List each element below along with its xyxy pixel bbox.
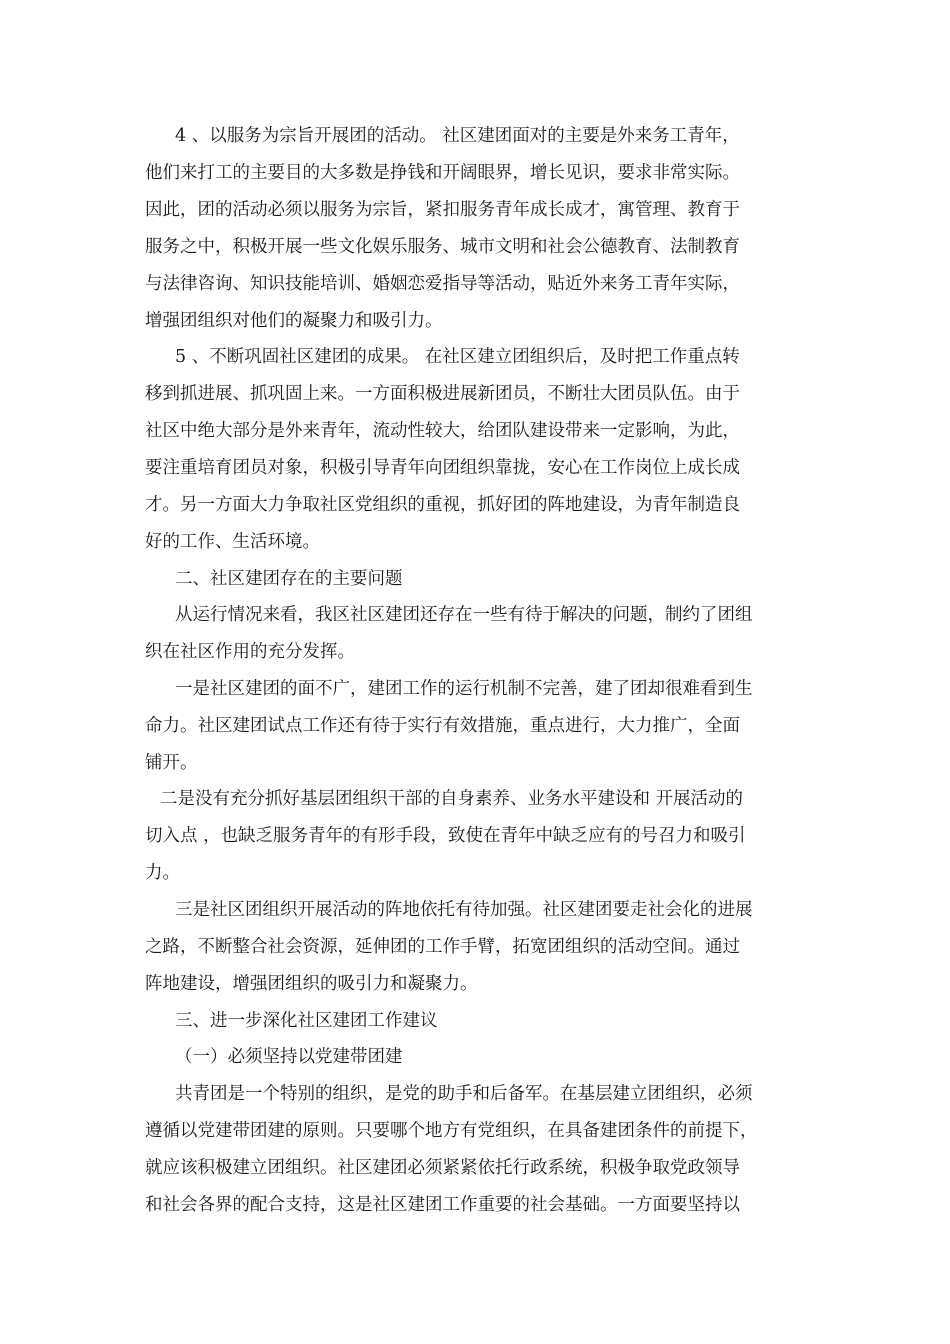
- text-line: 与法律咨询、知识技能培训、婚姻恋爱指导等活动，贴近外来务工青年实际，: [145, 274, 740, 294]
- text-line: 4 、以服务为宗旨开展团的活动。 社区建团面对的主要是外来务工青年，: [175, 126, 740, 146]
- text-line: 就应该积极建立团组织。社区建团必须紧紧依托行政系统，积极争取党政领导: [145, 1158, 740, 1178]
- text-line: 三是社区团组织开展活动的阵地依托有待加强。社区建团要走社会化的进展: [175, 900, 753, 920]
- text-line: 织在社区作用的充分发挥。: [145, 642, 355, 662]
- text-line: 切入点 ，也缺乏服务青年的有形手段，致使在青年中缺乏应有的号召力和吸引: [145, 826, 746, 846]
- text-line: 阵地建设，增强团组织的吸引力和凝聚力。: [145, 974, 478, 994]
- text-line: 命力。社区建团试点工作还有待于实行有效措施，重点进行，大力推广，全面: [145, 716, 740, 736]
- text-line: 他们来打工的主要目的大多数是挣钱和开阔眼界，增长见识，要求非常实际。: [145, 163, 740, 183]
- text-line: 移到抓进展、抓巩固上来。一方面积极进展新团员，不断壮大团员队伍。由于: [145, 384, 740, 404]
- text-line: 之路，不断整合社会资源，延伸团的工作手臂，拓宽团组织的活动空间。通过: [145, 937, 740, 957]
- subsection-heading: （一）必须坚持以党建带团建: [175, 1047, 403, 1067]
- text-line: 社区中绝大部分是外来青年，流动性较大，给团队建设带来一定影响，为此，: [145, 421, 740, 441]
- text-line: 增强团组织对他们的凝聚力和吸引力。: [145, 311, 443, 331]
- text-line: 因此，团的活动必须以服务为宗旨，紧扣服务青年成长成才，寓管理、教育于: [145, 200, 740, 220]
- text-line: 好的工作、生活环境。: [145, 532, 320, 552]
- section-heading: 二、社区建团存在的主要问题: [175, 569, 403, 589]
- text-line: 和社会各界的配合支持，这是社区建团工作重要的社会基础。一方面要坚持以: [145, 1195, 740, 1215]
- text-line: 二是没有充分抓好基层团组织干部的自身素养、业务水平建设和 开展活动的: [160, 789, 744, 809]
- text-line: 从运行情况来看，我区社区建团还存在一些有待于解决的问题，制约了团组: [175, 605, 753, 625]
- section-heading: 三、进一步深化社区建团工作建议: [175, 1011, 438, 1031]
- text-line: 才。另一方面大力争取社区党组织的重视，抓好团的阵地建设，为青年制造良: [145, 495, 740, 515]
- text-line: 一是社区建团的面不广，建团工作的运行机制不完善，建了团却很难看到生: [175, 679, 753, 699]
- text-line: 服务之中，积极开展一些文化娱乐服务、城市文明和社会公德教育、法制教育: [145, 237, 740, 257]
- text-line: 力。: [145, 863, 180, 883]
- text-line: 共青团是一个特别的组织，是党的助手和后备军。在基层建立团组织，必须: [175, 1084, 753, 1104]
- text-line: 要注重培育团员对象，积极引导青年向团组织靠拢，安心在工作岗位上成长成: [145, 458, 740, 478]
- text-line: 5 、不断巩固社区建团的成果。 在社区建立团组织后，及时把工作重点转: [175, 347, 740, 367]
- text-line: 铺开。: [145, 753, 198, 773]
- text-line: 遵循以党建带团建的原则。只要哪个地方有党组织，在具备建团条件的前提下，: [145, 1121, 758, 1141]
